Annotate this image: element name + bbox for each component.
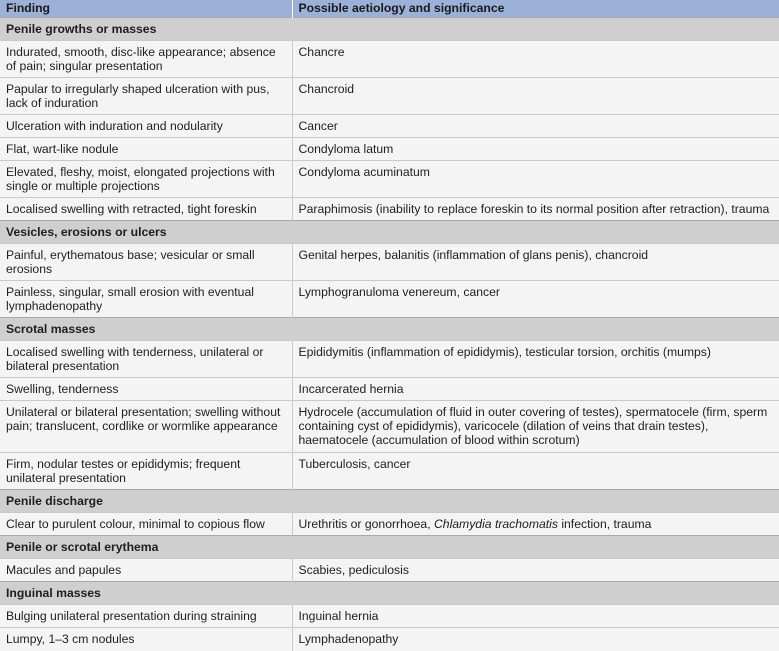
aetiology-cell: Chancroid <box>292 78 779 115</box>
aetiology-cell: Lymphogranuloma venereum, cancer <box>292 281 779 318</box>
finding-cell: Painful, erythematous base; vesicular or small erosions <box>0 244 292 281</box>
aetiology-cell: Hydrocele (accumulation of fluid in outer covering of testes), spermatocele (firm, sperm containing cyst of epididymis), varicocele (dilation of veins that drain testes), haematocele (accumulation of blood within scrotum) <box>292 401 779 453</box>
finding-cell: Elevated, fleshy, moist, elongated projections with single or multiple projections <box>0 161 292 198</box>
section-heading <box>0 318 779 341</box>
aetiology-cell: Chancre <box>292 41 779 78</box>
finding-cell: Lumpy, 1–3 cm nodules <box>0 628 292 651</box>
table-header-row <box>0 0 779 18</box>
finding-cell: Macules and papules <box>0 559 292 582</box>
section-title: Penile discharge <box>0 490 779 513</box>
table-row <box>0 244 779 281</box>
table-row <box>0 281 779 318</box>
column-header-aetiology: Possible aetiology and significance <box>292 0 779 18</box>
finding-cell: Indurated, smooth, disc-like appearance; absence of pain; singular presentation <box>0 41 292 78</box>
section-title: Penile growths or masses <box>0 18 779 41</box>
section-heading <box>0 536 779 559</box>
finding-cell: Unilateral or bilateral presentation; swelling without pain; translucent, cordlike or wormlike appearance <box>0 401 292 453</box>
finding-cell: Firm, nodular testes or epididymis; frequent unilateral presentation <box>0 453 292 490</box>
section-title: Scrotal masses <box>0 318 779 341</box>
aetiology-text: Urethritis or gonorrhoea, <box>298 517 434 531</box>
aetiology-cell: Tuberculosis, cancer <box>292 453 779 490</box>
table-row <box>0 41 779 78</box>
aetiology-cell: Cancer <box>292 115 779 138</box>
section-heading <box>0 221 779 244</box>
section-title: Penile or scrotal erythema <box>0 536 779 559</box>
aetiology-cell: Genital herpes, balanitis (inflammation of glans penis), chancroid <box>292 244 779 281</box>
finding-cell: Flat, wart-like nodule <box>0 138 292 161</box>
finding-cell: Localised swelling with retracted, tight foreskin <box>0 198 292 221</box>
table-row <box>0 341 779 378</box>
finding-cell: Localised swelling with tenderness, unilateral or bilateral presentation <box>0 341 292 378</box>
aetiology-text: infection, trauma <box>557 517 652 531</box>
table-row <box>0 138 779 161</box>
table-row <box>0 198 779 221</box>
aetiology-cell: Epididymitis (inflammation of epididymis), testicular torsion, orchitis (mumps) <box>292 341 779 378</box>
finding-cell: Bulging unilateral presentation during straining <box>0 605 292 628</box>
finding-cell: Papular to irregularly shaped ulceration with pus, lack of induration <box>0 78 292 115</box>
table-row <box>0 605 779 628</box>
aetiology-cell: Condyloma latum <box>292 138 779 161</box>
section-title: Vesicles, erosions or ulcers <box>0 221 779 244</box>
aetiology-cell: Lymphadenopathy <box>292 628 779 651</box>
finding-cell: Painless, singular, small erosion with eventual lymphadenopathy <box>0 281 292 318</box>
table-row <box>0 559 779 582</box>
table-row <box>0 161 779 198</box>
aetiology-cell: Scabies, pediculosis <box>292 559 779 582</box>
organism-name: Chlamydia trachomatis <box>433 517 558 531</box>
aetiology-cell: Condyloma acuminatum <box>292 161 779 198</box>
table-row <box>0 115 779 138</box>
table-row <box>0 513 779 536</box>
column-header-finding: Finding <box>0 0 292 18</box>
section-heading <box>0 490 779 513</box>
section-heading <box>0 582 779 605</box>
finding-cell: Clear to purulent colour, minimal to copious flow <box>0 513 292 536</box>
table-row <box>0 401 779 453</box>
aetiology-cell: Inguinal hernia <box>292 605 779 628</box>
table-row <box>0 78 779 115</box>
table-row <box>0 453 779 490</box>
table-row <box>0 628 779 651</box>
aetiology-cell: Paraphimosis (inability to replace foreskin to its normal position after retraction), trauma <box>292 198 779 221</box>
table-row <box>0 378 779 401</box>
finding-cell: Ulceration with induration and nodularity <box>0 115 292 138</box>
aetiology-cell: Incarcerated hernia <box>292 378 779 401</box>
section-heading <box>0 18 779 41</box>
section-title: Inguinal masses <box>0 582 779 605</box>
finding-cell: Swelling, tenderness <box>0 378 292 401</box>
aetiology-cell <box>292 513 779 536</box>
